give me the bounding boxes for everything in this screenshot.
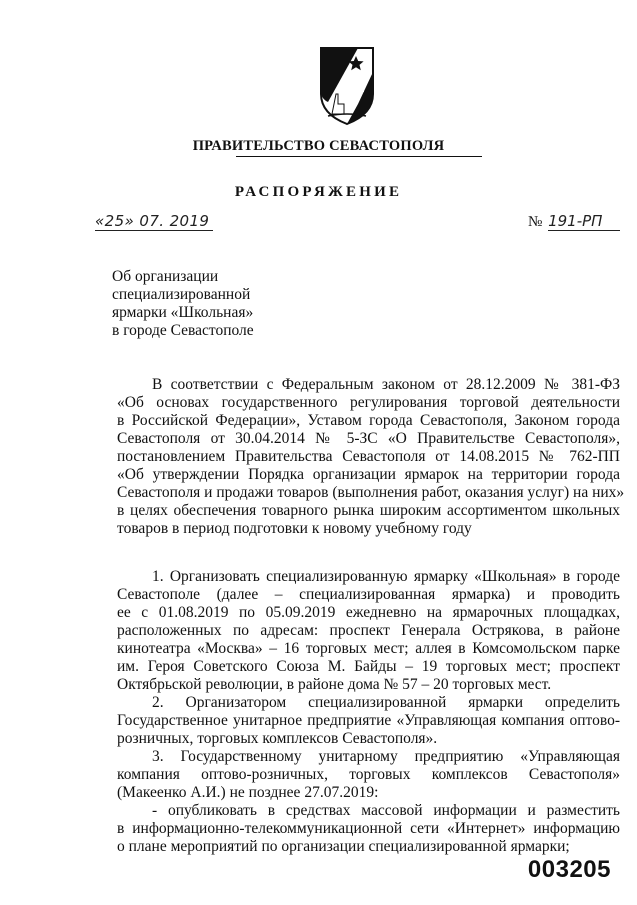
- text-line: в целях обеспечения товарного рынка широким ассортиментом школьных: [117, 502, 620, 519]
- preamble-paragraph: [117, 376, 625, 538]
- subject-line: ярмарки «Школьная»: [112, 304, 254, 321]
- number-sign: №: [528, 214, 543, 230]
- document-date: «25» 07. 2019: [95, 212, 210, 230]
- text-line: «Об основах государственного регулирования торговой деятельности: [117, 394, 620, 411]
- sevastopol-coat-of-arms-icon: [318, 42, 376, 126]
- document-subject: [112, 268, 254, 340]
- text-line: о плане мероприятий по организации специализированной ярмарки;: [117, 838, 570, 855]
- clauses-section: [117, 568, 620, 856]
- text-line: Севастополя от 30.04.2014 № 5-ЗС «О Правительстве Севастополя»,: [117, 430, 620, 447]
- text-line: им. Героя Советского Союза М. Байды – 19 торговых мест; проспект: [117, 658, 620, 675]
- text-line: розничных, торговых комплексов Севастополя».: [117, 730, 438, 747]
- text-line: 2. Организатором специализированной ярмарки определить: [152, 694, 620, 711]
- government-name: ПРАВИТЕЛЬСТВО СЕВАСТОПОЛЯ: [192, 138, 445, 154]
- number-underline: [548, 230, 620, 231]
- text-line: ее с 01.08.2019 по 05.09.2019 ежедневно на ярмарочных площадках,: [117, 604, 620, 621]
- date-underline: [95, 230, 213, 231]
- text-line: Октябрьской революции, в районе дома № 57 – 20 торговых мест.: [117, 676, 552, 693]
- subject-line: в городе Севастополе: [112, 322, 254, 339]
- text-line: 3. Государственному унитарному предприятию «Управляющая: [152, 748, 620, 765]
- text-line: компания оптово-розничных, торговых комплексов Севастополя»: [117, 766, 620, 783]
- text-line: «Об утверждении Порядка организации ярмарок на территории города: [117, 466, 620, 483]
- text-line: в информационно-телекоммуникационной сети «Интернет» информацию: [117, 820, 620, 837]
- text-line: (Макеенко А.И.) не позднее 27.07.2019:: [117, 784, 379, 801]
- document-number: [528, 212, 602, 231]
- text-line: Севастополе (далее – специализированная ярмарка) и проводить: [117, 586, 620, 603]
- text-line: постановлением Правительства Севастополя от 14.08.2015 № 762-ПП: [117, 448, 620, 465]
- text-line: товаров в период подготовки к новому учебному году: [117, 520, 472, 537]
- text-line: кинотеатра «Москва» – 16 торговых мест; аллея в Комсомольском парке: [117, 640, 620, 657]
- text-line: В соответствии с Федеральным законом от 28.12.2009 № 381-ФЗ: [152, 376, 620, 393]
- text-line: расположенных по адресам: проспект Генерала Острякова, в районе: [117, 622, 620, 639]
- text-line: Севастополя и продажи товаров (выполнения работ, оказания услуг) на них»: [117, 484, 625, 501]
- text-line: 1. Организовать специализированную ярмарку «Школьная» в городе: [152, 568, 620, 585]
- number-value: 191-РП: [548, 212, 603, 230]
- text-line: - опубликовать в средствах массовой информации и разместить: [152, 802, 620, 819]
- subject-line: Об организации: [112, 268, 219, 285]
- header-divider: [236, 156, 482, 157]
- text-line: в Российской Федерации», Уставом города Севастополя, Законом города: [117, 412, 620, 429]
- form-serial-number: 003205: [527, 856, 611, 883]
- document-type-title: РАСПОРЯЖЕНИЕ: [234, 184, 403, 200]
- subject-line: специализированной: [112, 286, 251, 303]
- text-line: Государственное унитарное предприятие «Управляющая компания оптово-: [117, 712, 620, 729]
